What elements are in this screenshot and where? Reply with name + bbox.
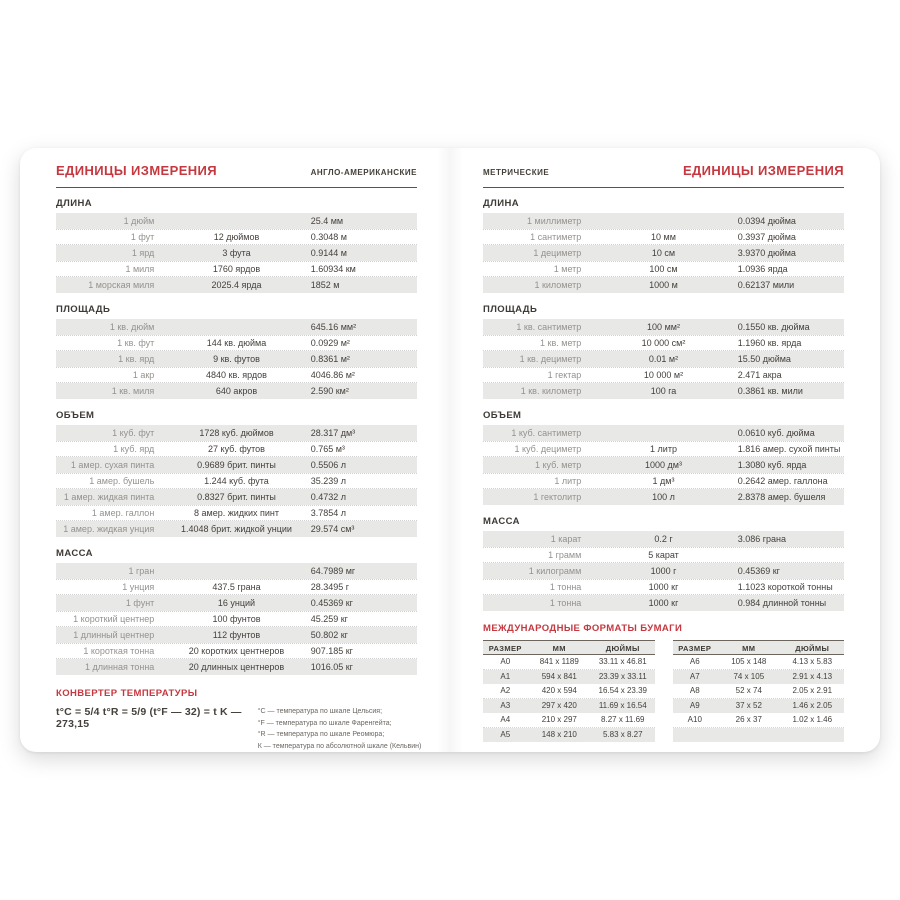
table-row bbox=[56, 319, 417, 335]
page-right bbox=[450, 148, 880, 752]
table-cell: 16.54 x 23.39 bbox=[598, 686, 647, 695]
table-row bbox=[56, 425, 417, 441]
table-cell: 1 кв. миля bbox=[111, 386, 155, 396]
table-cell: 1 литр bbox=[554, 476, 582, 486]
table-cell: 100 мм² bbox=[647, 322, 680, 332]
table-cell: 1.60934 км bbox=[310, 264, 356, 274]
table-cell: 28.3495 г bbox=[310, 582, 350, 592]
table-cell: 2.91 x 4.13 bbox=[792, 671, 833, 681]
table-cell: 1 кв. километр bbox=[520, 386, 582, 396]
units-section bbox=[56, 304, 417, 399]
table-row bbox=[673, 699, 845, 714]
units-table bbox=[483, 213, 844, 293]
paper-table-left bbox=[483, 640, 655, 742]
table-cell: 1.816 амер. сухой пинты bbox=[737, 444, 841, 454]
table-cell: 2.590 км² bbox=[310, 386, 349, 396]
table-cell: 1760 ярдов bbox=[212, 264, 261, 274]
table-row bbox=[483, 457, 844, 473]
table-cell: 100 см bbox=[649, 264, 678, 274]
table-row bbox=[56, 245, 417, 261]
table-cell: 20 длинных центнеров bbox=[188, 662, 285, 672]
table-cell: 8 амер. жидких пинт bbox=[194, 508, 279, 518]
paper-header-cell: ДЮЙМЫ bbox=[605, 644, 640, 653]
table-cell: 8.27 x 11.69 bbox=[601, 715, 645, 724]
table-cell: 2025.4 ярда bbox=[211, 280, 262, 290]
table-cell: 0.3937 дюйма bbox=[737, 232, 796, 242]
section-title: МАССА bbox=[483, 516, 520, 527]
page-subtitle: МЕТРИЧЕСКИЕ bbox=[483, 168, 550, 177]
table-cell: 3.9370 дюйма bbox=[737, 248, 796, 258]
table-cell: 0.0929 м² bbox=[310, 338, 350, 348]
paper-header-cell: РАЗМЕР bbox=[678, 644, 712, 653]
table-cell: A2 bbox=[500, 686, 511, 695]
table-cell: 1.244 куб. фута bbox=[204, 476, 269, 486]
units-section bbox=[56, 548, 417, 675]
table-cell: 1 амер. сухая пинта bbox=[70, 460, 155, 470]
table-cell bbox=[591, 213, 735, 229]
units-section bbox=[483, 516, 844, 611]
table-row bbox=[483, 563, 844, 579]
table-cell: A6 bbox=[689, 657, 700, 666]
table-cell: 1852 м bbox=[310, 280, 340, 290]
page-right-header bbox=[483, 163, 844, 188]
table-cell: 1000 м bbox=[649, 280, 678, 290]
table-cell bbox=[673, 728, 718, 743]
table-row bbox=[483, 670, 655, 685]
table-cell: 0.45369 кг bbox=[737, 566, 780, 576]
table-row bbox=[56, 457, 417, 473]
table-cell: 3.086 грана bbox=[737, 534, 786, 544]
table-cell: 50.802 кг bbox=[310, 630, 348, 640]
table-row bbox=[483, 699, 655, 714]
section-title: ОБЪЕМ bbox=[483, 410, 522, 421]
table-row bbox=[483, 489, 844, 505]
table-row bbox=[483, 213, 844, 229]
table-cell: 1 фунт bbox=[125, 598, 155, 608]
table-cell: 0.0610 куб. дюйма bbox=[737, 428, 815, 438]
paper-header-row bbox=[673, 640, 845, 655]
table-cell: A0 bbox=[500, 657, 511, 666]
table-cell: 1 куб. фут bbox=[112, 428, 155, 438]
table-cell: 1 короткий центнер bbox=[73, 614, 155, 624]
table-cell: 0.3048 м bbox=[310, 232, 347, 242]
units-table bbox=[56, 319, 417, 399]
table-cell: 1 литр bbox=[650, 444, 677, 454]
planner-spread bbox=[20, 148, 880, 752]
table-cell: 1 дюйм bbox=[123, 216, 155, 226]
table-row bbox=[56, 213, 417, 229]
table-cell: 0.984 длинной тонны bbox=[737, 598, 827, 608]
table-cell: 144 кв. дюйма bbox=[206, 338, 267, 348]
table-cell: A1 bbox=[500, 671, 511, 681]
table-cell: 0.0394 дюйма bbox=[737, 216, 796, 226]
sections-right bbox=[483, 198, 844, 611]
table-cell: 4840 кв. ярдов bbox=[206, 370, 267, 380]
table-cell: A3 bbox=[500, 700, 511, 710]
table-row bbox=[56, 277, 417, 293]
table-cell: 5.83 x 8.27 bbox=[602, 729, 643, 739]
page-title: ЕДИНИЦЫ ИЗМЕРЕНИЯ bbox=[56, 163, 218, 178]
table-cell: 1.02 x 1.46 bbox=[792, 715, 833, 724]
table-cell: 1 куб. ярд bbox=[113, 444, 155, 454]
section-title: МАССА bbox=[56, 548, 93, 559]
table-cell: 3.7854 л bbox=[310, 508, 346, 518]
table-cell: 1 длинный центнер bbox=[73, 630, 155, 640]
table-cell: 148 x 210 bbox=[541, 729, 577, 739]
table-row bbox=[56, 261, 417, 277]
units-section bbox=[483, 304, 844, 399]
section-title: ДЛИНА bbox=[56, 198, 92, 209]
table-row bbox=[483, 367, 844, 383]
paper-table-right bbox=[673, 640, 845, 742]
paper-header-cell: РАЗМЕР bbox=[488, 644, 522, 653]
table-cell: 1.46 x 2.05 bbox=[792, 700, 833, 710]
table-cell: 10 000 м² bbox=[643, 370, 684, 380]
table-row bbox=[56, 505, 417, 521]
table-cell: 100 л bbox=[652, 492, 675, 502]
table-cell: 1.4048 брит. жидкой унции bbox=[181, 524, 292, 534]
paper-formats-title: МЕЖДУНАРОДНЫЕ ФОРМАТЫ БУМАГИ bbox=[483, 623, 683, 634]
table-cell: 1 амер. жидкая пинта bbox=[63, 492, 155, 502]
table-row bbox=[56, 441, 417, 457]
units-section bbox=[483, 410, 844, 505]
table-cell: 64.7989 мг bbox=[310, 566, 356, 576]
table-cell: 1 карат bbox=[550, 534, 582, 544]
table-cell: 210 x 297 bbox=[541, 715, 577, 724]
table-cell: 0.3861 кв. мили bbox=[737, 386, 803, 396]
section-title: ОБЪЕМ bbox=[56, 410, 95, 421]
table-cell: 25.4 мм bbox=[310, 216, 344, 226]
table-row bbox=[56, 643, 417, 659]
temperature-note: °F — температура по шкале Фаренгейта; bbox=[257, 719, 392, 727]
table-cell: 1000 г bbox=[650, 566, 677, 576]
table-cell: 645.16 мм² bbox=[310, 322, 357, 332]
table-cell: 10 000 см² bbox=[641, 338, 686, 348]
table-cell: 1 кв. ярд bbox=[118, 354, 155, 364]
table-cell: 20 коротких центнеров bbox=[188, 646, 285, 656]
table-row bbox=[483, 595, 844, 611]
table-cell: 4046.86 м² bbox=[310, 370, 355, 380]
table-cell: 1 амер. жидкая унция bbox=[63, 524, 155, 534]
table-row bbox=[56, 383, 417, 399]
table-row bbox=[673, 728, 845, 743]
units-section bbox=[56, 198, 417, 293]
table-row bbox=[483, 728, 655, 743]
table-cell: 1.1960 кв. ярда bbox=[737, 338, 802, 348]
page-title: ЕДИНИЦЫ ИЗМЕРЕНИЯ bbox=[682, 163, 844, 178]
table-cell: 1 дм³ bbox=[652, 476, 675, 486]
table-cell: 1 короткая тонна bbox=[83, 646, 155, 656]
table-row bbox=[483, 383, 844, 399]
paper-header-cell: ММ bbox=[742, 644, 756, 653]
table-cell: 1 килограмм bbox=[528, 566, 582, 576]
paper-tables bbox=[483, 640, 844, 742]
table-cell: A5 bbox=[500, 729, 511, 739]
table-row bbox=[673, 670, 845, 685]
section-title: ДЛИНА bbox=[483, 198, 519, 209]
table-cell: 1 куб. сантиметр bbox=[511, 428, 582, 438]
table-row bbox=[673, 655, 845, 670]
table-cell: 1 амер. галлон bbox=[91, 508, 155, 518]
table-row bbox=[483, 425, 844, 441]
table-row bbox=[483, 335, 844, 351]
table-cell bbox=[736, 548, 844, 562]
table-cell: 1 грамм bbox=[548, 550, 582, 560]
table-cell: 1 гектолитр bbox=[533, 492, 582, 502]
table-cell bbox=[164, 319, 308, 335]
table-cell: A9 bbox=[689, 700, 700, 710]
table-cell: A10 bbox=[687, 715, 702, 724]
table-cell: 5 карат bbox=[648, 550, 679, 560]
table-cell: 1 метр bbox=[553, 264, 582, 274]
table-cell: 0.1550 кв. дюйма bbox=[737, 322, 810, 332]
units-table bbox=[483, 319, 844, 399]
table-cell: 297 x 420 bbox=[541, 700, 577, 710]
table-cell: 1 амер. бушель bbox=[89, 476, 155, 486]
table-cell: 100 фунтов bbox=[212, 614, 261, 624]
table-cell: 45.259 кг bbox=[310, 614, 348, 624]
table-cell: 907.185 кг bbox=[310, 646, 353, 656]
table-cell: 0.45369 кг bbox=[310, 598, 353, 608]
table-cell: 1 акр bbox=[132, 370, 155, 380]
table-cell: 10 см bbox=[651, 248, 676, 258]
table-cell: 15.50 дюйма bbox=[737, 354, 791, 364]
table-cell: 9 кв. футов bbox=[213, 354, 260, 364]
table-row bbox=[56, 627, 417, 643]
page-left bbox=[20, 148, 450, 752]
table-row bbox=[56, 489, 417, 505]
table-row bbox=[56, 659, 417, 675]
table-cell: A4 bbox=[500, 715, 511, 724]
page-subtitle: АНГЛО-АМЕРИКАНСКИЕ bbox=[310, 168, 417, 177]
temperature-notes bbox=[244, 706, 422, 752]
table-cell: 1 миля bbox=[125, 264, 155, 274]
table-cell: 0.62137 мили bbox=[737, 280, 795, 290]
table-cell: 23.39 x 33.11 bbox=[598, 671, 647, 681]
units-table bbox=[483, 425, 844, 505]
paper-header-row bbox=[483, 640, 655, 655]
table-cell: 1728 куб. дюймов bbox=[199, 428, 274, 438]
table-cell: 2.8378 амер. бушеля bbox=[737, 492, 826, 502]
table-cell bbox=[164, 213, 308, 229]
table-cell: 12 дюймов bbox=[213, 232, 260, 242]
table-row bbox=[483, 441, 844, 457]
table-cell: 841 x 1189 bbox=[539, 657, 579, 666]
table-cell: 437.5 грана bbox=[212, 582, 261, 592]
table-row bbox=[56, 611, 417, 627]
temperature-converter bbox=[56, 688, 422, 752]
table-row bbox=[56, 595, 417, 611]
table-cell: 1 кв. метр bbox=[540, 338, 582, 348]
table-cell: 2.471 акра bbox=[737, 370, 782, 380]
table-cell: A7 bbox=[689, 671, 700, 681]
paper-header-cell: ММ bbox=[552, 644, 566, 653]
table-row bbox=[483, 245, 844, 261]
table-cell: 0.2 г bbox=[654, 534, 673, 544]
paper-header-cell: ДЮЙМЫ bbox=[795, 644, 830, 653]
table-cell: 1.3080 куб. ярда bbox=[737, 460, 807, 470]
temperature-formula: t°C = 5/4 t°R = 5/9 (t°F — 32) = t K — 273,15 bbox=[56, 706, 242, 730]
table-cell: 1 километр bbox=[534, 280, 582, 290]
table-cell: 1 миллиметр bbox=[527, 216, 582, 226]
table-cell: 4.13 x 5.83 bbox=[792, 657, 833, 666]
table-cell: 640 акров bbox=[215, 386, 258, 396]
units-table bbox=[483, 531, 844, 611]
table-cell: 1 тонна bbox=[549, 598, 582, 608]
sections-left bbox=[56, 198, 417, 675]
table-cell: 1.0936 ярда bbox=[737, 264, 788, 274]
table-cell: 28.317 дм³ bbox=[310, 428, 356, 438]
table-row bbox=[483, 713, 655, 728]
table-row bbox=[483, 229, 844, 245]
table-row bbox=[483, 684, 655, 699]
paper-formats bbox=[483, 623, 844, 742]
table-cell: 1 гран bbox=[128, 566, 155, 576]
table-row bbox=[56, 563, 417, 579]
table-cell: 1 гектар bbox=[547, 370, 582, 380]
page-left-header bbox=[56, 163, 417, 188]
table-cell: 1 ярд bbox=[131, 248, 155, 258]
table-cell: 1.1023 короткой тонны bbox=[737, 582, 833, 592]
section-title: ПЛОЩАДЬ bbox=[483, 304, 538, 315]
table-cell: 1000 кг bbox=[648, 598, 679, 608]
table-cell: 105 x 148 bbox=[731, 657, 767, 666]
table-cell: 100 га bbox=[650, 386, 677, 396]
units-table bbox=[56, 563, 417, 675]
table-row bbox=[483, 277, 844, 293]
table-cell: 0.9689 брит. пинты bbox=[197, 460, 276, 470]
table-cell: 29.574 см³ bbox=[310, 524, 355, 534]
table-row bbox=[673, 684, 845, 699]
temperature-note: °R — температура по шкале Реомюра; bbox=[257, 731, 385, 739]
table-cell: 1 морская миля bbox=[88, 280, 155, 290]
table-cell: 0.8327 брит. пинты bbox=[197, 492, 276, 502]
units-table bbox=[56, 425, 417, 537]
table-row bbox=[56, 229, 417, 245]
table-cell: 0.4732 л bbox=[310, 492, 346, 502]
table-cell: 1 дециметр bbox=[533, 248, 582, 258]
table-cell: 420 x 594 bbox=[541, 686, 577, 695]
table-cell: 0.2642 амер. галлона bbox=[737, 476, 828, 486]
table-row bbox=[483, 547, 844, 563]
table-cell: 33.11 x 46.81 bbox=[598, 657, 647, 666]
table-cell: 0.5506 л bbox=[310, 460, 346, 470]
section-title: ПЛОЩАДЬ bbox=[56, 304, 111, 315]
table-row bbox=[56, 351, 417, 367]
units-section bbox=[483, 198, 844, 293]
table-cell: 1 кв. фут bbox=[117, 338, 155, 348]
table-cell: 0.765 м³ bbox=[310, 444, 345, 454]
table-row bbox=[483, 655, 655, 670]
table-cell: 11.69 x 16.54 bbox=[598, 700, 647, 710]
table-cell bbox=[717, 728, 780, 743]
table-cell: 1 тонна bbox=[549, 582, 582, 592]
table-cell: 0.9144 м bbox=[310, 248, 347, 258]
table-cell bbox=[164, 563, 308, 579]
table-row bbox=[483, 319, 844, 335]
table-cell: 1 длинная тонна bbox=[84, 662, 155, 672]
table-cell: 1 куб. метр bbox=[534, 460, 582, 470]
table-cell: 1016.05 кг bbox=[310, 662, 353, 672]
table-cell: 2.05 x 2.91 bbox=[792, 686, 833, 695]
table-cell: 3 фута bbox=[222, 248, 251, 258]
table-cell: 1 кв. дециметр bbox=[519, 354, 582, 364]
table-cell: 35.239 л bbox=[310, 476, 346, 486]
temperature-body bbox=[56, 706, 422, 752]
table-cell: 52 x 74 bbox=[735, 686, 762, 695]
temperature-title: КОНВЕРТЕР ТЕМПЕРАТУРЫ bbox=[56, 688, 198, 699]
table-row bbox=[483, 579, 844, 595]
table-row bbox=[56, 579, 417, 595]
units-table bbox=[56, 213, 417, 293]
table-cell bbox=[591, 425, 735, 441]
temperature-note: К — температура по абсолютной шкале (Кельвин) bbox=[257, 742, 422, 750]
table-row bbox=[56, 335, 417, 351]
table-cell: 1 сантиметр bbox=[530, 232, 582, 242]
table-cell: 112 фунтов bbox=[212, 630, 261, 640]
table-cell: 0.8361 м² bbox=[310, 354, 350, 364]
temperature-note: °C — температура по шкале Цельсия; bbox=[257, 708, 383, 715]
table-cell: 1000 кг bbox=[648, 582, 679, 592]
table-cell: 0.01 м² bbox=[648, 354, 679, 364]
table-cell: 594 x 841 bbox=[541, 671, 577, 681]
table-cell bbox=[781, 728, 844, 743]
table-cell: 16 унций bbox=[217, 598, 256, 608]
table-cell: 1 фут bbox=[130, 232, 155, 242]
table-cell: 26 x 37 bbox=[735, 715, 762, 724]
table-cell: A8 bbox=[689, 686, 700, 695]
table-cell: 10 мм bbox=[651, 232, 676, 242]
table-cell: 1000 дм³ bbox=[645, 460, 682, 470]
table-row bbox=[483, 261, 844, 277]
table-cell: 1 куб. дециметр bbox=[514, 444, 582, 454]
table-cell: 27 куб. футов bbox=[208, 444, 265, 454]
table-cell: 1 унция bbox=[122, 582, 155, 592]
table-row bbox=[483, 531, 844, 547]
table-row bbox=[56, 473, 417, 489]
table-row bbox=[483, 473, 844, 489]
table-cell: 1 кв. сантиметр bbox=[516, 322, 582, 332]
table-cell: 37 x 52 bbox=[735, 700, 762, 710]
table-row bbox=[56, 367, 417, 383]
table-row bbox=[483, 351, 844, 367]
units-section bbox=[56, 410, 417, 537]
table-cell: 1 кв. дюйм bbox=[109, 322, 155, 332]
table-cell: 74 x 105 bbox=[733, 671, 765, 681]
table-row bbox=[673, 713, 845, 728]
table-row bbox=[56, 521, 417, 537]
